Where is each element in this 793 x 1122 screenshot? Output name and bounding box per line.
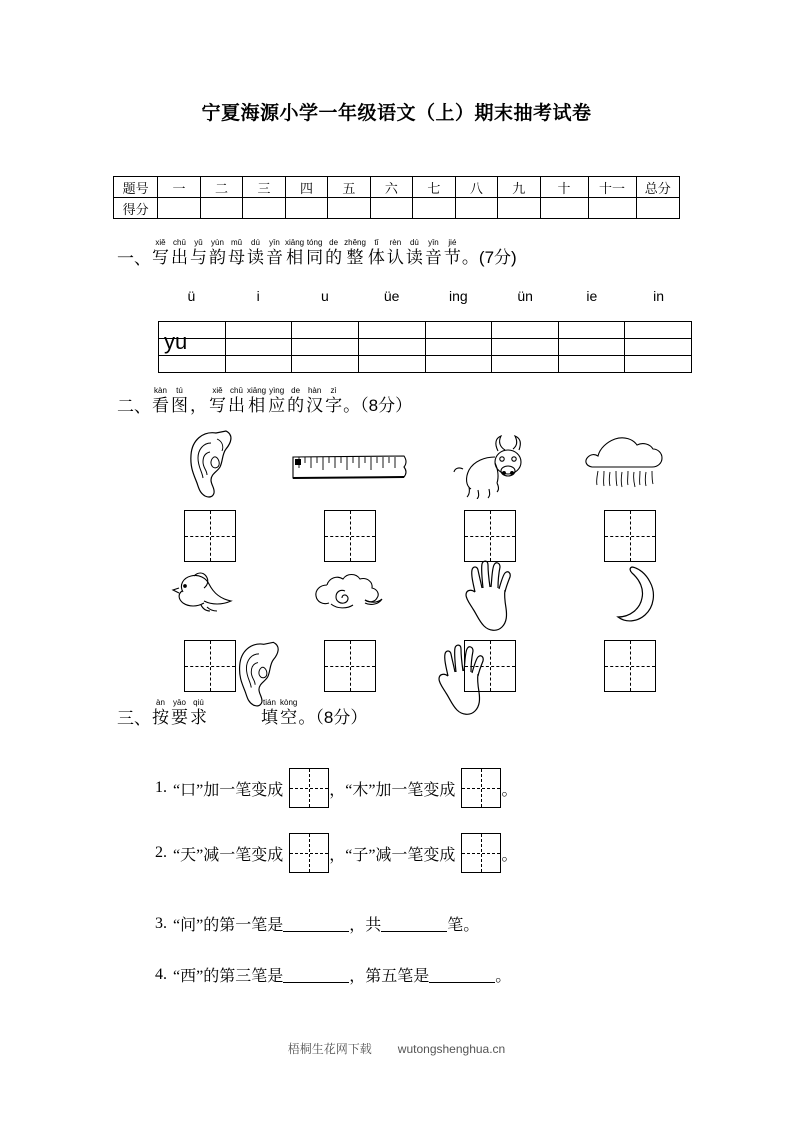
answer-box-bird[interactable]: [184, 640, 236, 692]
section-1-char-6: yīn 音: [266, 238, 283, 267]
section-1-char-11: tǐ 体: [367, 238, 385, 267]
question-3-4: [155, 963, 511, 986]
section-1-char-13: dú 读: [405, 238, 423, 267]
question-3-2-box-b[interactable]: [461, 833, 501, 873]
score-table-row-label-number: 题号: [114, 177, 158, 198]
section-2-points: 。（8分）: [343, 396, 413, 415]
score-cell-total[interactable]: [636, 198, 680, 219]
section-3-points: 。（8分）: [298, 708, 368, 727]
answer-box-ruler[interactable]: [324, 510, 376, 562]
picture-item-moon: [560, 558, 700, 692]
answer-box-hand[interactable]: [464, 640, 516, 692]
ox-icon: [430, 428, 550, 504]
question-3-3-mid: ，共: [349, 917, 382, 934]
question-3-3-end: 笔。: [447, 917, 480, 934]
question-3-3-index: 3.: [155, 914, 167, 932]
cloud-icon: [290, 558, 410, 634]
score-cell-8[interactable]: [455, 198, 497, 219]
answer-box-moon[interactable]: [604, 640, 656, 692]
question-3-1-box-b[interactable]: [461, 768, 501, 808]
question-3-2-index: 2.: [155, 844, 167, 861]
score-cell-7[interactable]: [413, 198, 455, 219]
score-col-9: 九: [498, 177, 540, 198]
pinyin-answer-cell-2[interactable]: [292, 322, 359, 372]
section-1-char-9: de 的: [325, 238, 343, 267]
picture-item-ruler: [280, 428, 420, 562]
score-col-3: 三: [243, 177, 285, 198]
vowel-0: ü: [187, 288, 196, 304]
question-3-4-part-a: “西”的第三笔是: [173, 968, 284, 985]
score-cell-1[interactable]: [158, 198, 200, 219]
question-3-3-blank-a[interactable]: [283, 915, 349, 932]
score-col-6: 六: [370, 177, 412, 198]
section-2-char-3: xiě 写: [209, 386, 226, 415]
score-col-4: 四: [285, 177, 327, 198]
question-3-2-part-a: “天”减一笔变成: [173, 846, 284, 864]
score-col-7: 七: [413, 177, 455, 198]
question-3-1-index: 1.: [155, 779, 167, 796]
section-2-char-7: de 的: [287, 386, 305, 415]
section-1-char-5: dú 读: [247, 238, 264, 267]
question-3-2-end: 。: [501, 846, 518, 864]
picture-item-ear: [140, 428, 280, 562]
rain-cloud-icon: [570, 428, 690, 504]
section-1-char-12: rèn 认: [386, 238, 404, 267]
section-1-char-1: chū 出: [171, 238, 188, 267]
question-3-4-blank-a[interactable]: [283, 966, 349, 983]
section-1-char-8: tóng 同: [306, 238, 324, 267]
section-1-char-14: yīn 音: [424, 238, 442, 267]
section-3-char-0: àn 按: [152, 698, 169, 727]
section-1-points: 。(7分): [461, 248, 517, 267]
ruler-icon: [290, 428, 410, 504]
question-3-3: [155, 912, 479, 935]
question-3-2: [155, 833, 517, 873]
pinyin-answer-cell-0[interactable]: [159, 322, 226, 372]
vowel-1: i: [256, 288, 260, 304]
section-2-char-1: tú 图: [171, 386, 188, 415]
question-3-1-mid: ，“木”加一笔变成: [329, 781, 456, 799]
page-title: 宁夏海源小学一年级语文（上）期末抽考试卷: [201, 103, 592, 124]
question-3-1-box-a[interactable]: [289, 768, 329, 808]
pinyin-answer-cell-6[interactable]: [559, 322, 626, 372]
answer-box-cloud[interactable]: [324, 640, 376, 692]
bird-icon: [150, 558, 270, 634]
section-1-char-0: xiě 写: [152, 238, 169, 267]
score-col-8: 八: [455, 177, 497, 198]
section-3-number: 三、: [117, 709, 151, 728]
vowel-6: ie: [586, 288, 598, 304]
picture-item-rain-cloud: [560, 428, 700, 562]
pinyin-answer-cell-3[interactable]: [359, 322, 426, 372]
score-col-1: 一: [158, 177, 200, 198]
section-1-char-15: jié 节: [443, 238, 461, 267]
footer-site: wutongshenghua.cn: [397, 1042, 506, 1056]
question-3-3-part-a: “问”的第一笔是: [173, 917, 284, 934]
vowel-7: in: [653, 288, 665, 304]
score-cell-2[interactable]: [200, 198, 242, 219]
question-3-2-mid: ，“子”减一笔变成: [329, 846, 456, 864]
footer-label: 梧桐生花网下载: [287, 1042, 372, 1056]
score-cell-11[interactable]: [588, 198, 636, 219]
section-3-char-1: yāo 要: [171, 698, 188, 727]
score-table-header-row: [114, 177, 680, 198]
section-1-heading: [117, 238, 517, 267]
score-cell-10[interactable]: [540, 198, 588, 219]
score-col-2: 二: [200, 177, 242, 198]
vowel-5: ün: [517, 288, 533, 304]
section-2-char-5: xiāng 相: [247, 386, 267, 415]
score-cell-6[interactable]: [370, 198, 412, 219]
question-3-2-box-a[interactable]: [289, 833, 329, 873]
picture-item-cloud: [280, 558, 420, 692]
question-3-1: [155, 768, 517, 808]
section-1-char-7: xiāng 相: [285, 238, 305, 267]
section-1-char-10: zhěng 整: [344, 238, 366, 267]
score-table-row-label-score: 得分: [114, 198, 158, 219]
vowel-4: ing: [449, 288, 468, 304]
question-3-4-blank-b[interactable]: [429, 966, 495, 983]
pinyin-answer-grid: [158, 321, 692, 373]
picture-item-hand: [420, 558, 560, 692]
answer-box-rain-cloud[interactable]: [604, 510, 656, 562]
section-1-number: 一、: [117, 249, 151, 268]
picture-row-1: [140, 428, 700, 562]
section-2-char-0: kàn 看: [152, 386, 169, 415]
section-1-char-4: mǔ 母: [228, 238, 245, 267]
picture-row-2: [140, 558, 700, 692]
score-cell-4[interactable]: [285, 198, 327, 219]
pinyin-answer-cell-7[interactable]: [625, 322, 692, 372]
section-3-char-4: kòng 空: [280, 698, 298, 727]
score-table: [113, 176, 680, 219]
answer-box-ear[interactable]: [184, 510, 236, 562]
section-3-heading: [117, 698, 367, 727]
footer: [0, 1040, 793, 1057]
pinyin-answer-text-0: yu: [164, 329, 188, 354]
section-2-char-8: hàn 汉: [306, 386, 324, 415]
question-3-4-index: 4.: [155, 965, 167, 983]
score-col-5: 五: [328, 177, 370, 198]
section-3-char-3: tián 填: [261, 698, 278, 727]
pinyin-answer-cell-4[interactable]: [426, 322, 493, 372]
question-3-4-end: 。: [495, 968, 512, 985]
vowel-2: u: [320, 288, 329, 304]
section-2-char-2: ，: [190, 396, 207, 415]
picture-item-bird: [140, 558, 280, 692]
section-3-char-2: qiú 求: [190, 698, 207, 727]
question-3-4-mid: ，第五笔是: [349, 968, 430, 985]
question-3-1-end: 。: [501, 781, 518, 799]
section-2-heading: [117, 386, 412, 415]
question-3-1-part-a: “口”加一笔变成: [173, 781, 284, 799]
score-col-11: 十一: [588, 177, 636, 198]
hand-icon: [430, 558, 550, 634]
section-2-char-6: yìng 应: [268, 386, 286, 415]
ear-icon: [150, 428, 270, 504]
vowel-prompt-row: [158, 288, 692, 304]
score-cell-5[interactable]: [328, 198, 370, 219]
question-3-3-blank-b[interactable]: [381, 915, 447, 932]
vowel-3: üe: [383, 288, 400, 304]
section-2-number: 二、: [117, 397, 151, 416]
moon-icon: [570, 558, 690, 634]
score-cell-3[interactable]: [243, 198, 285, 219]
section-1-char-2: yǔ 与: [190, 238, 207, 267]
score-cell-9[interactable]: [498, 198, 540, 219]
picture-item-ox: [420, 428, 560, 562]
section-2-char-4: chū 出: [228, 386, 245, 415]
pinyin-answer-cell-1[interactable]: [226, 322, 293, 372]
pinyin-answer-cell-5[interactable]: [492, 322, 559, 372]
answer-box-ox[interactable]: [464, 510, 516, 562]
section-2-char-9: zì 字: [325, 386, 343, 415]
section-1-char-3: yùn 韵: [209, 238, 226, 267]
score-table-score-row: [114, 198, 680, 219]
score-col-10: 十: [540, 177, 588, 198]
score-col-total: 总分: [636, 177, 680, 198]
